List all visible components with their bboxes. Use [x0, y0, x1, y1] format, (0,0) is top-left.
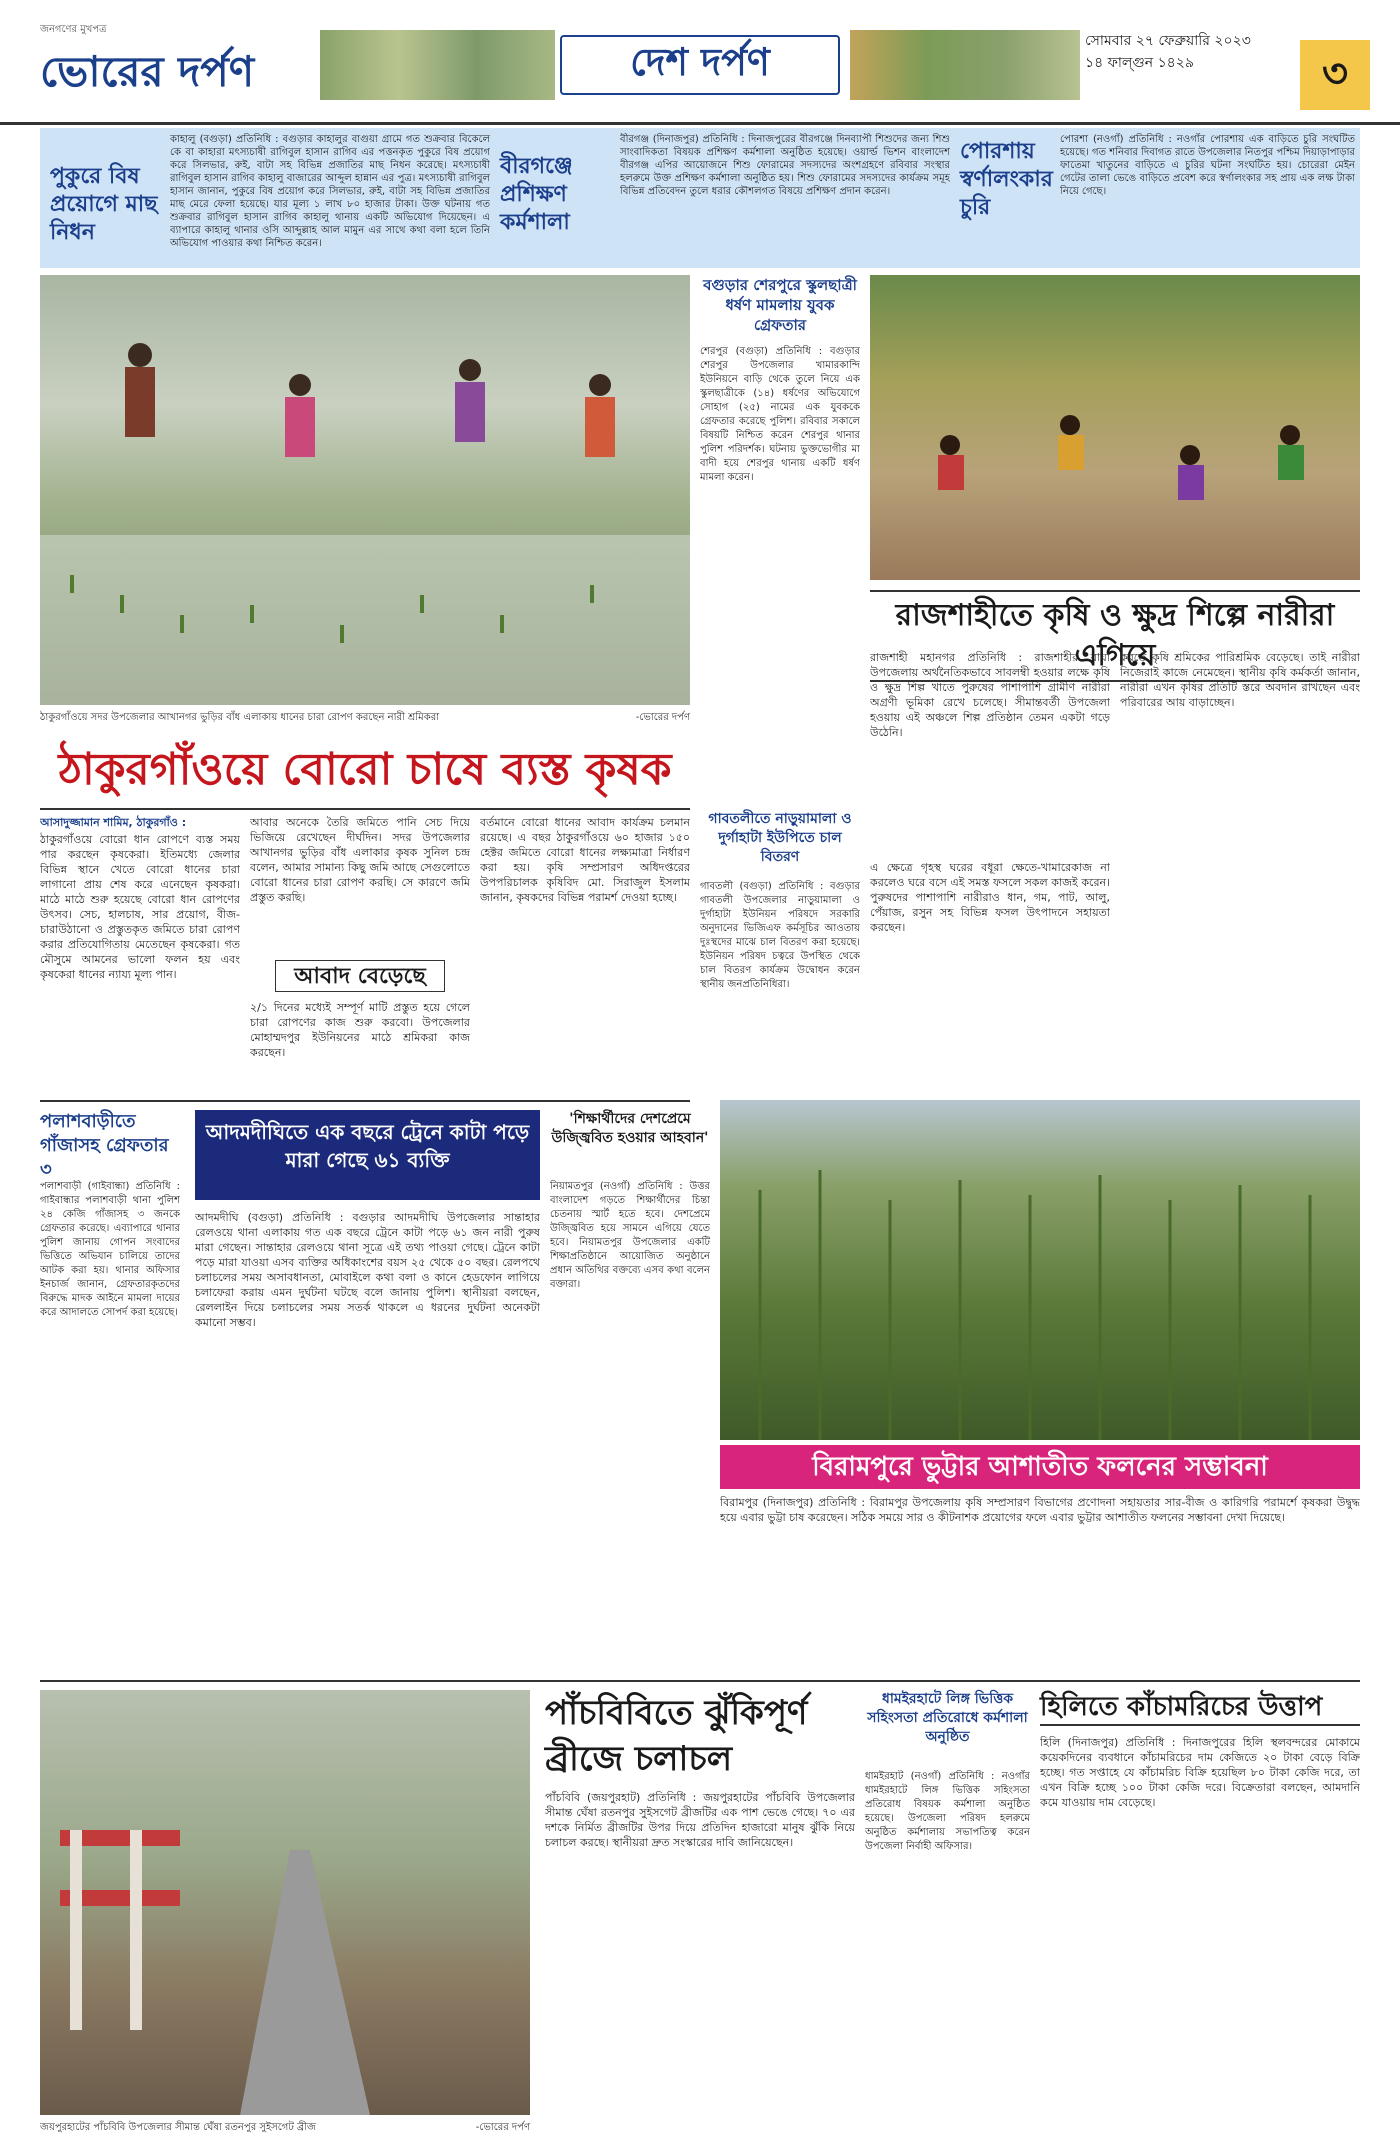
corn-illustration	[720, 1100, 1360, 1440]
niamatpur-headline[interactable]: 'শিক্ষার্থীদের দেশপ্রেমে উজ্জ্বিবিত হওয়ার আহবান'	[551, 1111, 709, 1146]
left-divider	[40, 1100, 690, 1102]
bridge-photo	[40, 1690, 530, 2115]
dhamoirhat-headline[interactable]: ধামইরহাটে লিঙ্গ ভিত্তিক সহিংসতা প্রতিরোধে কর্মশালা অনুষ্ঠিত	[867, 1691, 1028, 1745]
main-photo-credit: -ভোরের দর্পণ	[635, 712, 690, 723]
rajshahi-headline[interactable]: রাজশাহীতে কৃষি ও ক্ষুদ্র শিল্পে নারীরা এগিয়ে	[870, 590, 1360, 682]
bridge-headline[interactable]: পাঁচবিবিতে ঝুঁকিপূর্ণ ব্রীজে চলাচল	[545, 1693, 808, 1779]
gabtali-headline[interactable]: গাবতলীতে নাড়ুয়ামালা ও দুর্গাহাটা ইউপিতে চাল বিতরণ	[708, 811, 852, 865]
story-pond-poison-body: কাহালু (বগুড়া) প্রতিনিধি : বগুড়ার কাহালুর বাগুয়া গ্রামে গত শুক্রবার বিকেলে কে বা কাহারা মৎস্যচাষী রাগিবুল হাসান রাগিব এর পত্তনকৃত পুকুরে বিষ প্রয়োগ করে সিলভার, রুই, বাটা সহ বিভিন্ন প্রজাতির মাছ নিধন করেছে। মৎস্যচাষী রাগিবুল হাসান রাগিব কাহালু বাজারের আব্দুল হান্নান এর পুত্র। মৎস্যচাষী রাগিবুল হাসান জানান, পুকুরে বিষ প্রয়োগ করে সিলভার, রুই, বাটা সহ বিভিন্ন প্রজাতির মাছ মেরে ফেলা হয়েছে। যার মূল্য ১ লাখ ৮০ হাজার টাকা। উক্ত ঘটনায় গত শুক্রবার রাগিবুল হাসান রাগিব কাহালু থানায় একটি অভিযোগ দিয়েছেন। এ ব্যাপারে কাহালু থানার ওসি আব্দুল্লাহ আল মামুন এর সাথে কথা বলা হলে তিনি অভিযোগ পাওয়ার কথা নিশ্চিত করেন।	[170, 134, 490, 249]
date-block	[1085, 30, 1295, 74]
date-bengali: ১৪ ফাল্গুন ১৪২৯	[1085, 55, 1194, 71]
lead-headline[interactable]: ঠাকুরগাঁওয়ে বোরো চাষে ব্যস্ত কৃষক	[58, 744, 672, 795]
niamatpur-body: নিয়ামতপুর (নওগাঁ) প্রতিনিধি : উত্তর বাংলাদেশ গড়তে শিক্ষার্থীদের চিন্তা চেতনায় স্মার্ট হতে হবে। দেশপ্রেমে উজ্জ্বিবিত হয়ে সামনে এগিয়ে যেতে হবে। নিয়ামতপুর উপজেলার একটি শিক্ষাপ্রতিষ্ঠানে আয়োজিত অনুষ্ঠানে প্রধান অতিথির বক্তব্যে এসব কথা বলেন বক্তারা।	[550, 1181, 710, 1290]
corn-body: বিরামপুর (দিনাজপুর) প্রতিনিধি : বিরামপুর উপজেলায় কৃষি সম্প্রসারণ বিভাগের প্রণোদনা সহায়তার সার-বীজ ও কারিগরি পরামর্শে কৃষকরা উদ্বুদ্ধ হয়ে এবার ভুট্টা চাষ করেছেন। সঠিক সময়ে সার ও কীটনাশক প্রয়োগের ফলে এবার ভুট্টার আশাতীত ফলনের সম্ভাবনা দেখা দিয়েছে।	[720, 1496, 1360, 1524]
top-news-box	[40, 128, 1360, 268]
train-body: আদমদীঘি (বগুড়া) প্রতিনিধি : বগুড়ার আদমদীঘি উপজেলার সান্তাহার রেলওয়ে থানা এলাকায় গত এক বছরে ট্রেনে কাটা পড়ে ৬১ জন নারী পুরুষ মারা গেছেন। সান্তাহার রেলওয়ে থানা সূত্রে এই তথ্য পাওয়া গেছে। ট্রেনে কাটা পড়ে মারা যাওয়া এসব ব্যক্তির অধিকাংশের বয়স ২৫ থেকে ৫০ বছর। রেলপথে চলাচলের সময় অসাবধানতা, মোবাইলে কথা বলা ও কানে হেডফোন লাগিয়ে চলাফেরা করায় এমন দুর্ঘটনা ঘটছে বলে জানায় পুলিশ। স্থানীয়রা বলছেন, রেললাইন দিয়ে চলাচলের সময় সতর্ক থাকলে এ ধরনের দুর্ঘটনা অনেকটা কমানো সম্ভব।	[195, 1211, 540, 1329]
field-workers-photo	[870, 275, 1360, 580]
hili-body: হিলি (দিনাজপুর) প্রতিনিধি : দিনাজপুরের হিলি স্থলবন্দরের মোকামে কয়েকদিনের ব্যবধানে কাঁচামরিচের দাম কেজিতে ২০ টাকা বেড়ে বিক্রি হচ্ছে। গত সপ্তাহে যে কাঁচামরিচ বিক্রি হয়েছিল ৮০ টাকা কেজি দরে, তা এখন বিক্রি হচ্ছে ১০০ টাকা কেজি দরে। বিক্রেতারা বলছেন, আমদানি কমে যাওয়ায় দাম বেড়েছে।	[1040, 1736, 1360, 1809]
main-photo-caption: ঠাকুরগাঁওয়ে সদর উপজেলার আখানগর ভুড়ির বাঁধ এলাকায় ধানের চারা রোপণ করছেন নারী শ্রমিকরা	[40, 712, 440, 723]
sherpur-body: শেরপুর (বগুড়া) প্রতিনিধি : বগুড়ার শেরপুর উপজেলার খামারকান্দি ইউনিয়নে বাড়ি থেকে তুলে নিয়ে এক স্কুলছাত্রীকে (১৪) ধর্ষণের অভিযোগে সোহাগ (২৫) নামের এক যুবককে গ্রেফতার করেছে পুলিশ। রবিবার সকালে বিষয়টি নিশ্চিত করেন শেরপুর থানার পুলিশ পরিদর্শক। ঘটনায় ভুক্তভোগীর মা বাদী হয়ে শেরপুর থানায় একটি ধর্ষণ মামলা করেন।	[700, 346, 860, 483]
bridge-illustration	[40, 1690, 530, 2115]
palashbari-body: পলাশবাড়ী (গাইবান্ধা) প্রতিনিধি : গাইবান্ধার পলাশবাড়ী থানা পুলিশ ২৪ কেজি গাঁজাসহ ৩ জনকে গ্রেফতার করেছে। এব্যাপারে থানার পুলিশ জানায় গোপন সংবাদের ভিত্তিতে অভিযান চালিয়ে তাদের আটক করা হয়। থানার অফিসার ইনচার্জ জানান, গ্রেফতারকৃতদের বিরুদ্ধে মাদক আইনে মামলা দায়ের করে আদালতে সোপর্দ করা হয়েছে।	[40, 1181, 180, 1318]
story-workshop-body: বীরগঞ্জ (দিনাজপুর) প্রতিনিধি : দিনাজপুরের বীরগঞ্জে দিনব্যাপী শিশুদের জন্য শিশু সাংবাদিকতা বিষয়ক প্রশিক্ষণ কর্মশালা অনুষ্ঠিত হয়েছে। ওয়ার্ল্ড ভিশন বাংলাদেশ বীরগঞ্জ এপির আয়োজনে শিশু ফোরামের সদস্যদের অংশগ্রহণে রবিবার সংস্থার হলরুমে উক্ত প্রশিক্ষণ কর্মশালা অনুষ্ঠিত হয়। শিশু ফোরামের সদস্যদের কার্যক্রম সমূহ বিভিন্ন প্রতিবেদন তুলে ধরার কৌশলগত বিষয়ে প্রশিক্ষণ প্রদান করেন।	[620, 134, 950, 197]
rice-field-illustration	[40, 275, 690, 705]
date-gregorian: সোমবার ২৭ ফেব্রুয়ারি ২০২৩	[1085, 33, 1251, 49]
rice-planting-photo	[40, 275, 690, 705]
bridge-body: পাঁচবিবি (জয়পুরহাট) প্রতিনিধি : জয়পুরহাটের পাঁচবিবি উপজেলার সীমান্ত ঘেঁষা রতনপুর সুইসগেট ব্রীজটির এক পাশ ভেঙে গেছে। ৭০ এর দশকে নির্মিত ব্রীজটির উপর দিয়ে প্রতিদিন হাজারো মানুষ ঝুঁকি নিয়ে চলাচল করছে। স্থানীয়রা দ্রুত সংস্কারের দাবি জানিয়েছেন।	[545, 1791, 855, 1849]
story-jewelry-theft-headline[interactable]: পোরশায় স্বর্ণালংকার চুরি	[960, 139, 1053, 220]
rajshahi-body-1: রাজশাহী মহানগর প্রতিনিধি : রাজশাহীর বাঘা উপজেলায় অর্থনৈতিকভাবে সাবলম্বী হওয়ার লক্ষে কৃষি ও ক্ষুদ্র শিল্প খাতে পুরুষের পাশাপাশি গ্রামীণ নারীরা অগ্রণী ভূমিকা রেখে চলেছে। সীমান্তবর্তী উপজেলা হওয়ায় এই অঞ্চলে শিল্প প্রতিষ্ঠান তেমন একটা গড়ে উঠেনি।	[870, 651, 1110, 739]
rajshahi-body-2: এ ক্ষেত্রে গৃহস্থ ঘরের বধূরা ক্ষেতে-খামারেকাজ না করলেও ঘরে বসে এই সমস্ত ফসলে সকল কাজই করেন। পুরুষদের পাশাপাশি নারীরাও ধান, গম, পাট, আলু, পেঁয়াজ, রসুন সহ বিভিন্ন ফসল উৎপাদনে সহায়তা করছেন।	[870, 861, 1110, 934]
field-workers-illustration	[870, 275, 1360, 580]
header-photo-strip-right	[850, 30, 1080, 100]
section-title: দেশ দর্পণ	[560, 35, 840, 95]
lead-body-3: ২/১ দিনের মধ্যেই সম্পূর্ণ মাটি প্রস্তুত হয়ে গেলে চারা রোপণের কাজ শুরু করবো। উপজেলার মোহাম্মদপুর ইউনিয়নের মাঠে শ্রমিকরা কাজ করছেন।	[250, 1001, 470, 1059]
lead-body-1: ঠাকুরগাঁওয়ে বোরো ধান রোপণে ব্যস্ত সময় পার করছেন কৃষকেরা। ইতিমধ্যে জেলার বিভিন্ন স্থানে খেতে বোরো ধানের চারা লাগানো প্রায় শেষ করে এনেছেন কৃষকরা। মাঠে মাঠে শুরু হয়েছে বোরো ধান রোপণের উৎসব। সেচ, হালচাষ, সার প্রয়োগ, বীজ-চারাউঠানো ও প্রস্তুতকৃত জমিতে চারা রোপণ করার প্রতিযোগিতায় মেতেছেন কৃষকেরা। গত মৌসুমে আমনের ভালো ফলন হয় এবং কৃষকেরা ধানের ন্যায্য মূল্য পান।	[40, 833, 240, 981]
lead-divider	[40, 808, 690, 810]
corn-headline[interactable]: বিরামপুরে ভুট্টার আশাতীত ফলনের সম্ভাবনা	[720, 1445, 1360, 1489]
lead-body-2: আবার অনেকে তৈরি জমিতে পানি সেচ দিয়ে ভিজিয়ে রেখেছেন দীর্ঘদিন। সদর উপজেলার আখানগর ভুড়ির বাঁধ এলাকার কৃষক সুনিল চন্দ্র বলেন, আমার সামান্য কিছু জমি আছে সেগুলোতে বোরো ধানের চারা রোপণ করছি। সে কারণে জমি প্রস্তুত করছি।	[250, 816, 470, 904]
rajshahi-body-3: করতে কৃষি শ্রমিকের পারিশ্রমিক বেড়েছে। তাই নারীরা নিজেরাই কাজে নেমেছেন। স্থানীয় কৃষি কর্মকর্তা জানান, নারীরা এখন কৃষির প্রতিটি স্তরে অবদান রাখছেন এবং পরিবারের আয় বাড়াচ্ছেন।	[1120, 651, 1360, 709]
bottom-divider	[40, 1680, 1360, 1682]
lead-subhead: আবাদ বেড়েছে	[275, 960, 445, 992]
bridge-credit: -ভোরের দর্পণ	[475, 2122, 530, 2133]
story-jewelry-theft-body: পোরশা (নওগাঁ) প্রতিনিধি : নওগাঁর পোরশায় এক বাড়িতে চুরি সংঘটিত হয়েছে। গত শনিবার দিবাগত রাতে উপজেলার নিতপুর পশ্চিম দিয়াড়াপাড়ার ফাতেমা খাতুনের বাড়িতে এ চুরির ঘটনা সংঘটিত হয়। চোরেরা মেইন গেটের তালা ভেঙে বাড়িতে প্রবেশ করে স্বর্ণালংকার সহ প্রায় এক লক্ষ টাকা নিয়ে গেছে।	[1060, 134, 1355, 197]
story-workshop-headline[interactable]: বীরগঞ্জে প্রশিক্ষণ কর্মশালা	[500, 154, 573, 235]
hili-headline[interactable]: হিলিতে কাঁচামরিচের উত্তাপ	[1040, 1690, 1360, 1726]
dhamoirhat-body: ধামইরহাট (নওগাঁ) প্রতিনিধি : নওগাঁর ধামইরহাটে লিঙ্গ ভিত্তিক সহিংসতা প্রতিরোধ বিষয়ক কর্মশালা অনুষ্ঠিত হয়েছে। উপজেলা পরিষদ হলরুমে অনুষ্ঠিত কর্মশালায় সভাপতিত্ব করেন উপজেলা নির্বাহী অফিসার।	[865, 1771, 1030, 1852]
corn-field-photo	[720, 1100, 1360, 1440]
header-photo-strip-left	[320, 30, 555, 100]
gabtali-body: গাবতলী (বগুড়া) প্রতিনিধি : বগুড়ার গাবতলী উপজেলার নাড়ুয়ামালা ও দুর্গাহাটা ইউনিয়ন পরিষদে সরকারি অনুদানের ভিজিএফ কর্মসূচির আওতায় দুঃস্থদের মাঝে চাল বিতরণ করা হয়েছে। ইউনিয়ন পরিষদ চত্বরে উপস্থিত থেকে চাল বিতরণ কার্যক্রম উদ্বোধন করেন স্থানীয় জনপ্রতিনিধিরা।	[700, 881, 860, 990]
lead-byline: আসাদুজ্জামান শামিম, ঠাকুরগাঁও :	[40, 816, 187, 829]
newspaper-logo[interactable]	[40, 22, 300, 102]
sherpur-headline[interactable]: বগুড়ার শেরপুরে স্কুলছাত্রী ধর্ষণ মামলায় যুবক গ্রেফতার	[703, 276, 857, 334]
story-pond-poison-headline[interactable]: পুকুরে বিষ প্রয়োগে মাছ নিধন	[50, 164, 158, 245]
logo-text: ভোরের দর্পণ	[40, 47, 255, 96]
bridge-caption: জয়পুরহাটের পাঁচবিবি উপজেলার সীমান্ত ঘেঁষা রতনপুর সুইসগেট ব্রীজ	[40, 2122, 316, 2133]
masthead	[0, 0, 1400, 125]
train-headline[interactable]: আদমদীঘিতে এক বছরে ট্রেনে কাটা পড়ে মারা গেছে ৬১ ব্যক্তি	[195, 1110, 540, 1200]
lead-body-4: বর্তমানে বোরো ধানের আবাদ কার্যক্রম চলমান রয়েছে। এ বছর ঠাকুরগাঁওয়ে ৬০ হাজার ১৫০ হেক্টর জমিতে বোরো ধানের লক্ষ্যমাত্রা নির্ধারণ করা হয়। কৃষি সম্প্রসারণ অধিদপ্তরের উপপরিচালক কৃষিবিদ মো. সিরাজুল ইসলাম জানান, কৃষকদের বিভিন্ন পরামর্শ দেওয়া হচ্ছে।	[480, 816, 690, 904]
page-number: ৩	[1300, 40, 1370, 110]
palashbari-headline[interactable]: পলাশবাড়ীতে গাঁজাসহ গ্রেফতার ৩	[40, 1111, 169, 1180]
logo-tagline: জনগণের মুখপত্র	[40, 24, 107, 35]
